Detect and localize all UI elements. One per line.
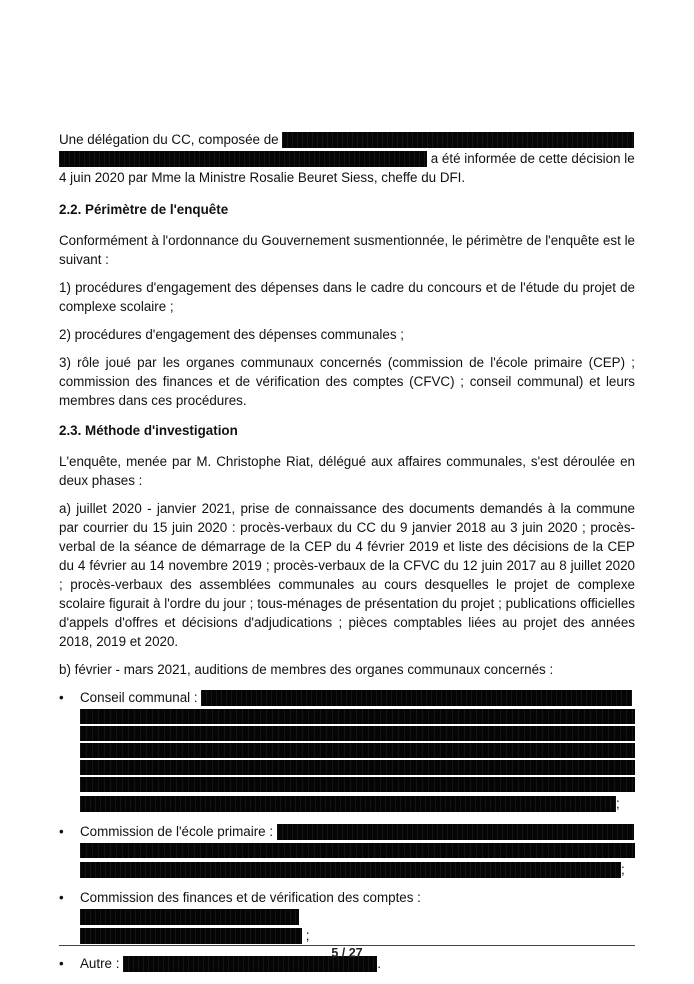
punctuation: ; — [616, 796, 620, 811]
redaction-block — [282, 132, 634, 148]
scope-item-1: 1) procédures d'engagement des dépenses dans le cadre du concours et de l'étude du projet de complexe scolaire ; — [59, 280, 635, 314]
section-heading-2-2: 2.2. Périmètre de l'enquête — [59, 202, 229, 217]
punctuation: . — [377, 956, 381, 971]
bullet-label: Commission de l'école primaire : — [80, 824, 274, 839]
intro-text-3: 4 juin 2020 par Mme la Ministre Rosalie Beuret Siess, cheffe du DFI. — [59, 170, 466, 185]
scope-item-2: 2) procédures d'engagement des dépenses communales ; — [59, 327, 404, 342]
redaction-line — [80, 843, 635, 858]
redaction-line — [80, 743, 635, 758]
document-page — [59, 130, 635, 982]
redaction-line — [80, 777, 635, 792]
redaction-block — [80, 796, 616, 812]
redaction-line — [80, 760, 635, 775]
redaction-line — [80, 726, 635, 741]
page-number: 5 / 27 — [331, 946, 363, 960]
redaction-block — [201, 690, 632, 706]
intro-paragraph — [59, 130, 635, 187]
section-2-2-intro: Conformément à l'ordonnance du Gouvernement susmentionnée, le périmètre de l'enquête est le suivant : — [59, 233, 635, 267]
bullet-icon: • — [59, 890, 64, 905]
intro-text-1: Une délégation du CC, composée de — [59, 132, 279, 147]
bullet-conseil-communal — [59, 688, 635, 813]
redaction-block — [59, 151, 427, 167]
bullet-commission-finances — [59, 888, 635, 945]
punctuation: ; — [305, 928, 310, 943]
intro-text-2: a été informée de cette décision le — [430, 151, 635, 166]
bullet-label: Autre : — [80, 956, 120, 971]
bullet-icon: • — [59, 690, 64, 705]
section-heading-2-3: 2.3. Méthode d'investigation — [59, 423, 238, 438]
bullet-label: Conseil communal : — [80, 690, 198, 705]
redaction-line — [80, 709, 635, 724]
bullet-commission-ecole — [59, 822, 635, 879]
bullet-label: Commission des finances et de vérification des comptes : — [80, 890, 421, 905]
bullet-icon: • — [59, 956, 64, 971]
phase-a-paragraph: a) juillet 2020 - janvier 2021, prise de connaissance des documents demandés à la commune par courrier du 15 juin 2020 : procès-verbaux du CC du 9 janvier 2018 au 3 juin 2020 ; procès-verbal de la séance de démarrage de la CEP du 4 février 2019 et liste des décisions de la CEP du 4 février au 14 novembre 2019 ; procès-verbaux de la CFVC du 12 juin 2017 au 8 juillet 2020 ; procès-verbaux des assemblées communales au cours desquelles le projet de complexe scolaire figurait à l'ordre du jour ; tous-ménages de présentation du projet ; publications officielles d'appels d'offres et décisions d'adjudications ; pièces comptables liées au projet des années 2018, 2019 et 2020. — [59, 501, 635, 649]
redaction-block — [277, 824, 634, 840]
section-2-3-intro: L'enquête, menée par M. Christophe Riat, délégué aux affaires communales, s'est déroulée en deux phases : — [59, 454, 635, 488]
bullet-icon: • — [59, 824, 64, 839]
redaction-block — [80, 909, 299, 925]
redaction-block — [80, 862, 621, 878]
redaction-block — [80, 928, 302, 944]
scope-item-3: 3) rôle joué par les organes communaux concernés (commission de l'école primaire (CEP) ; commission des finances et de vérification des comptes (CFVC) ; conseil communal) et leurs membres dans ces procédures. — [59, 355, 635, 408]
phase-b-paragraph: b) février - mars 2021, auditions de membres des organes communaux concernés : — [59, 662, 554, 677]
punctuation: ; — [621, 862, 625, 877]
